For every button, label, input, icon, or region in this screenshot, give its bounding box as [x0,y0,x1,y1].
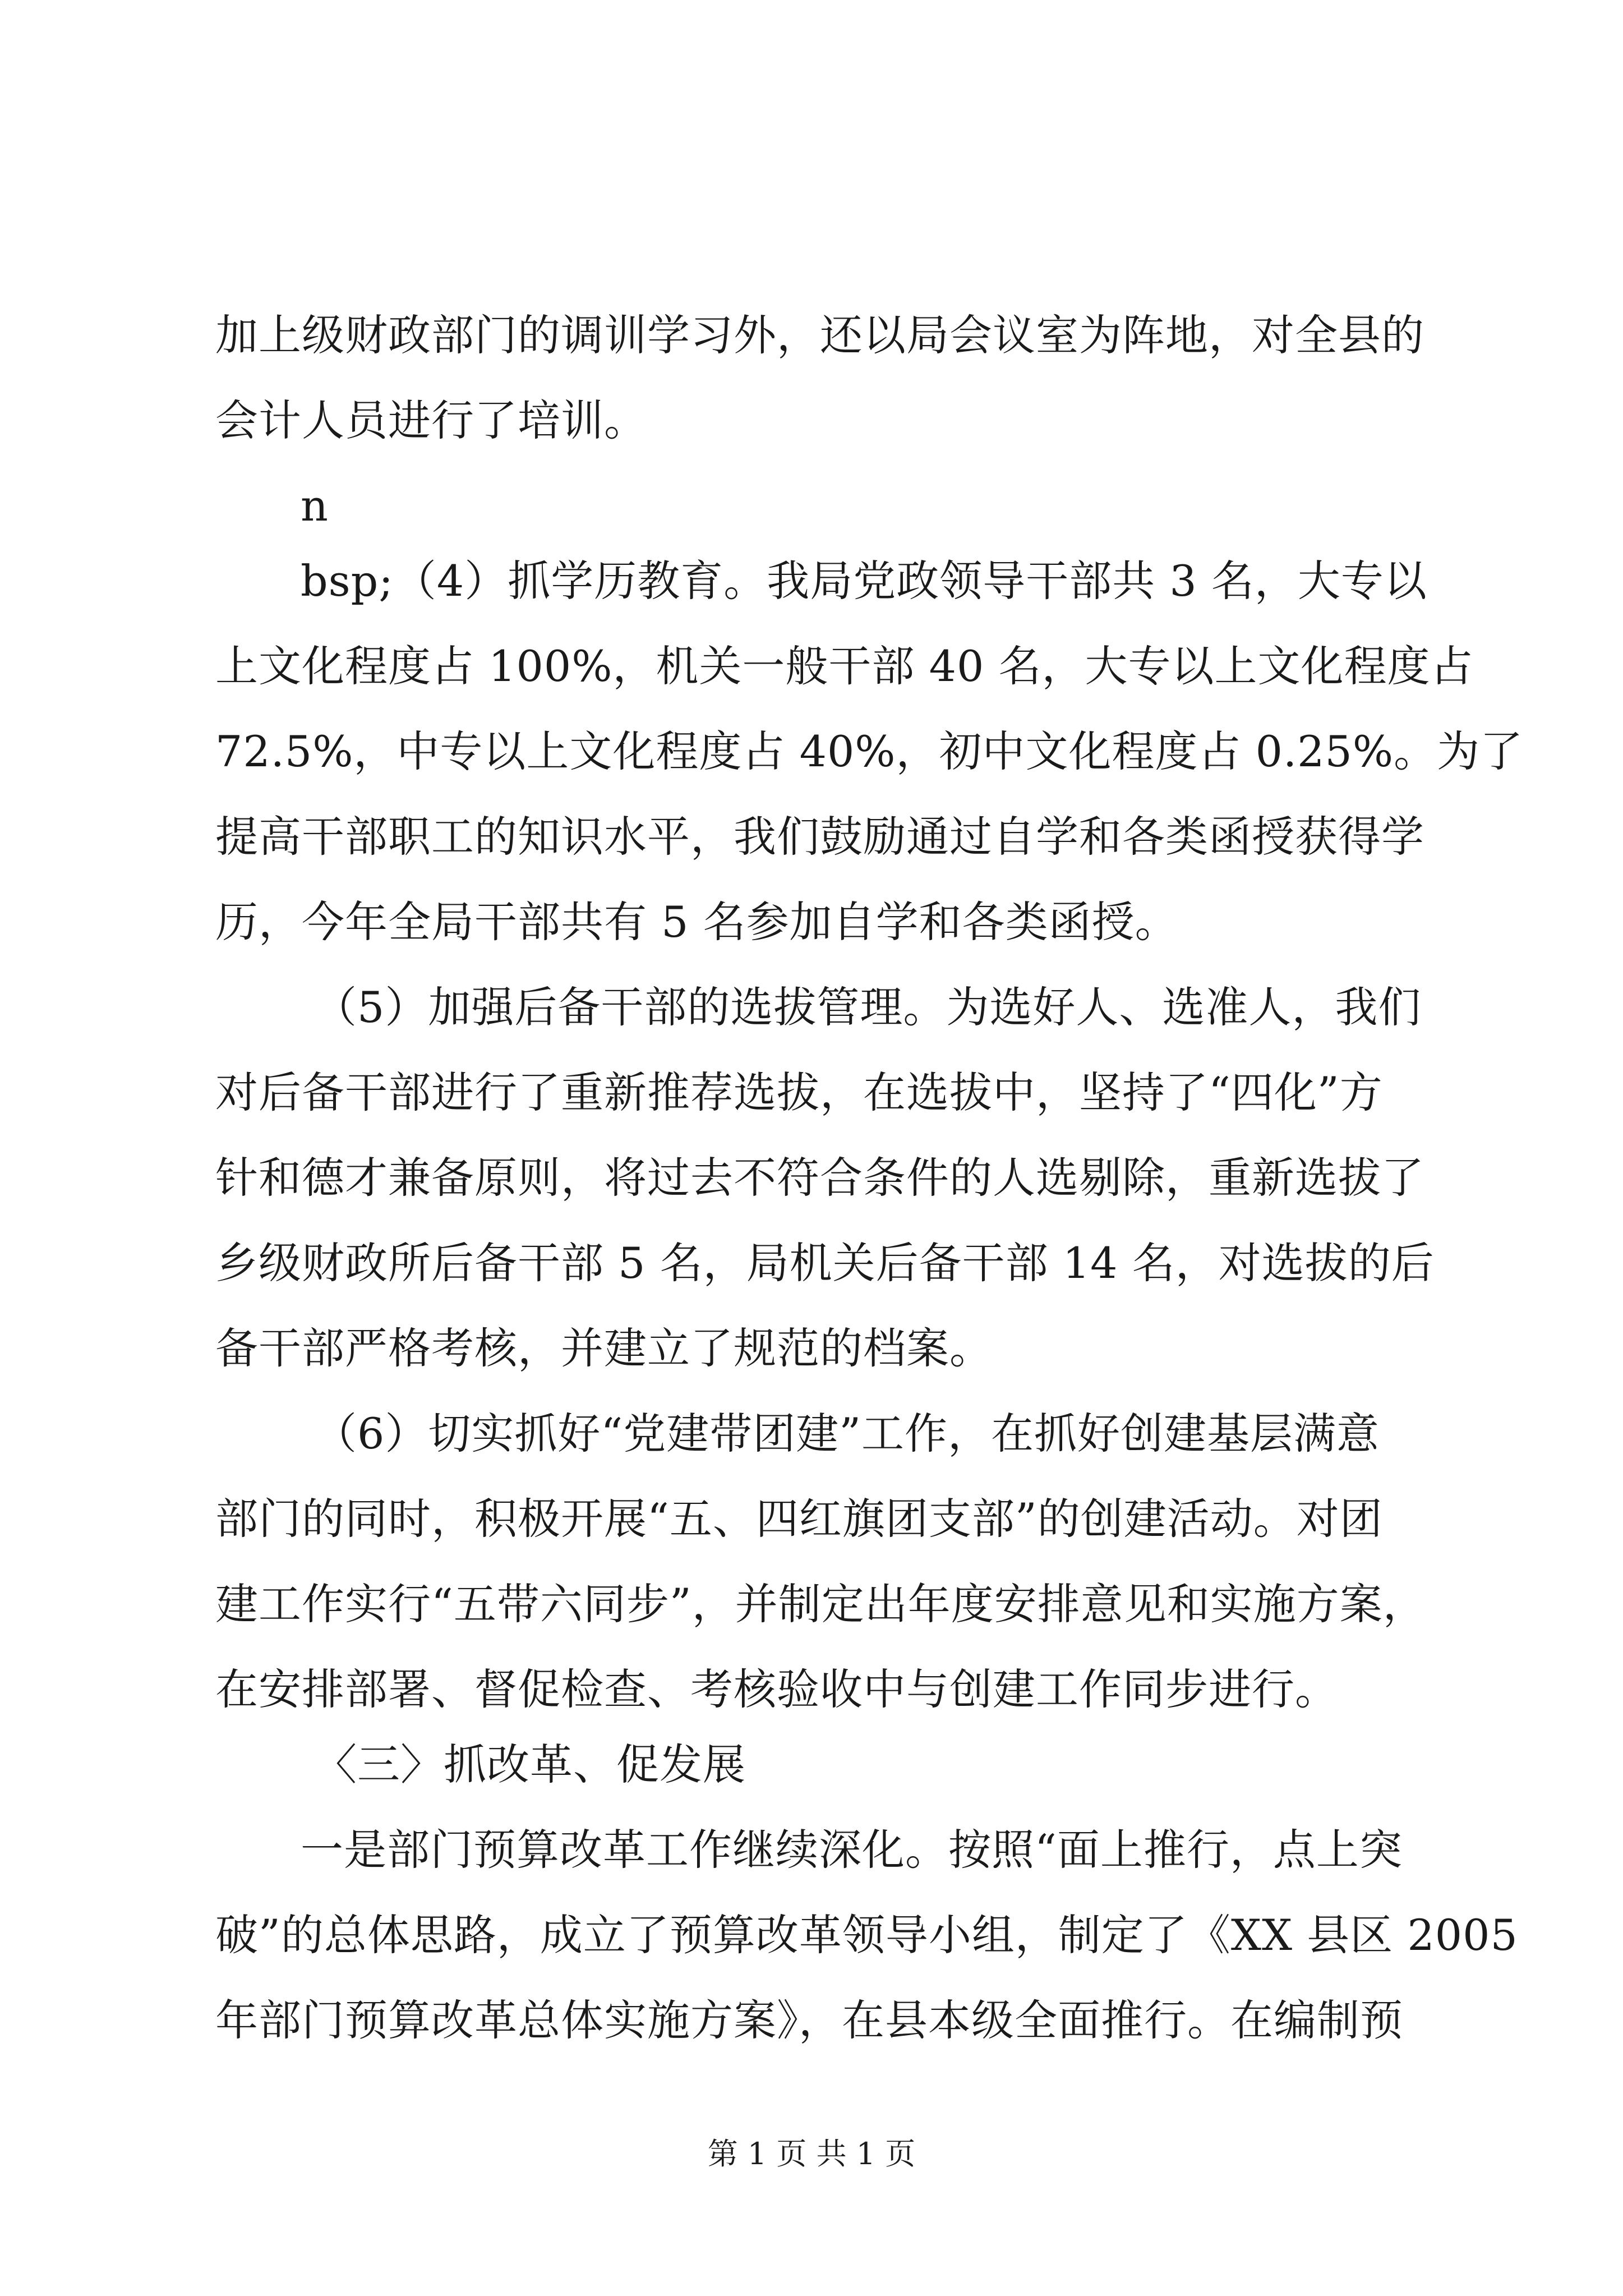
text-line: 历，今年全局干部共有 5 名参加自学和各类函授。 [215,897,1178,947]
text-line: 加上级财政部门的调训学习外，还以局会议室为阵地，对全县的 [215,310,1424,360]
text-line: 针和德才兼备原则，将过去不符合条件的人选剔除，重新选拔了 [215,1153,1424,1203]
text-line: 备干部严格考核，并建立了规范的档案。 [215,1323,993,1373]
text-line: （6）切实抓好“党建带团建”工作，在抓好创建基层满意 [314,1409,1380,1458]
text-line: n [301,481,329,531]
text-line: 部门的同时，积极开展“五、四红旗团支部”的创建活动。对团 [215,1494,1383,1544]
text-line: 破”的总体思路，成立了预算改革领导小组，制定了《XX 县区 2005 [215,1910,1518,1960]
text-line: （5）加强后备干部的选拔管理。为选好人、选准人，我们 [314,982,1422,1032]
section-heading: 〈三〉抓改革、促发展 [314,1740,746,1789]
text-line: bsp;（4）抓学历教育。我局党政领导干部共 3 名，大专以 [301,556,1427,606]
text-line: 提高干部职工的知识水平，我们鼓励通过自学和各类函授获得学 [215,812,1424,862]
text-line: 72.5%，中专以上文化程度占 40%，初中文化程度占 0.25%。为了 [215,726,1524,776]
text-line: 会计人员进行了培训。 [215,395,647,445]
text-line: 一是部门预算改革工作继续深化。按照“面上推行，点上突 [301,1825,1403,1875]
text-line: 建工作实行“五带六同步”，并制定出年度安排意见和实施方案， [215,1579,1426,1629]
text-line: 年部门预算改革总体实施方案》，在县本级全面推行。在编制预 [215,1995,1403,2045]
text-line: 乡级财政所后备干部 5 名，局机关后备干部 14 名，对选拔的后 [215,1238,1435,1288]
text-line: 在安排部署、督促检查、考核验收中与创建工作同步进行。 [215,1664,1338,1714]
page-footer: 第 1 页 共 1 页 [707,2136,916,2171]
text-line: 对后备干部进行了重新推荐选拔，在选拔中，坚持了“四化”方 [215,1068,1383,1117]
text-line: 上文化程度占 100%，机关一般干部 40 名，大专以上文化程度占 [215,641,1474,691]
